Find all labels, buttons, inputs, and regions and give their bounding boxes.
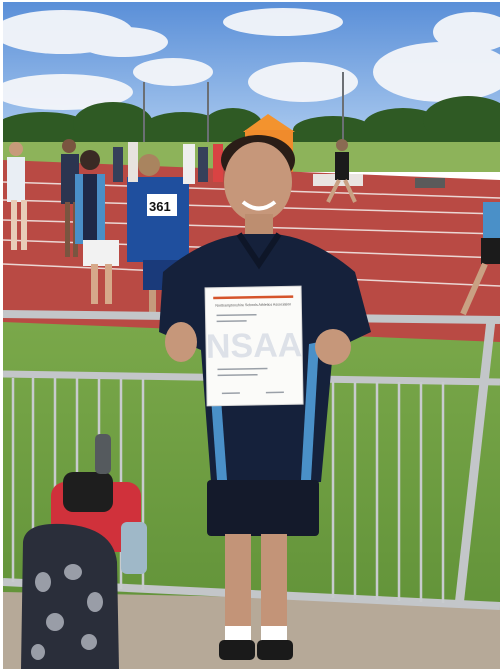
bib-number-text: 361 [149, 199, 171, 214]
certificate [205, 286, 303, 406]
photo [3, 2, 500, 669]
photo-scene [3, 2, 500, 669]
certificate-heading: Northamptonshire Schools Athletics Association [215, 302, 292, 308]
certificate-watermark: NSAA [205, 326, 303, 366]
